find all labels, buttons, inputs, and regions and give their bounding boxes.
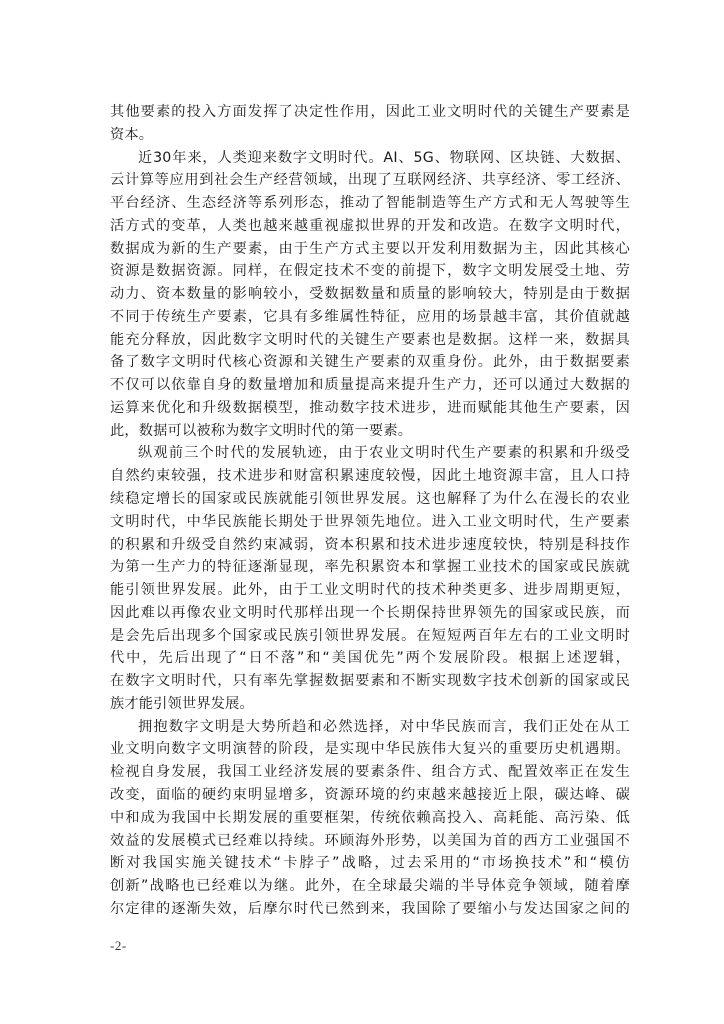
- text-line: 续稳定增长的国家或民族就能引领世界发展。这也解释了为什么在漫长的农业: [110, 491, 630, 508]
- text-line: 改变，面临的硬约束明显增多，资源环境的约束越来越接近上限，碳达峰、碳: [110, 786, 630, 803]
- text-line: 不仅可以依靠自身的数量增加和质量提高来提升生产力，还可以通过大数据的: [110, 377, 630, 394]
- text-line: 在数字文明时代，只有率先掌握数据要素和不断实现数字技术创新的国家或民: [110, 673, 630, 690]
- text-line: 拥抱数字文明是大势所趋和必然选择，对中华民族而言，我们正处在从工: [138, 718, 630, 735]
- text-line: 资本。: [110, 126, 154, 143]
- text-line: 为第一生产力的特征逐渐显现，率先积累资本和掌握工业技术的国家或民族就: [110, 559, 630, 576]
- text-line: 效益的发展模式已经难以持续。环顾海外形势，以美国为首的西方工业强国不: [110, 832, 630, 849]
- text-line: 自然约束较强，技术进步和财富积累速度较慢，因此土地资源丰富，且人口持: [110, 468, 630, 485]
- text-line: 云计算等应用到社会生产经营领域，出现了互联网经济、共享经济、零工经济、: [110, 172, 630, 189]
- text-line: 不同于传统生产要素，它具有多维属性特征，应用的场景越丰富，其价值就越: [110, 308, 630, 325]
- text-line: 平台经济、生态经济等系列形态，推动了智能制造等生产方式和无人驾驶等生: [110, 195, 630, 212]
- text-line: 能充分释放，因此数字文明时代的关键生产要素也是数据。这样一来，数据具: [110, 331, 630, 348]
- text-line: 尔定律的逐渐失效，后摩尔时代已然到来，我国除了要缩小与发达国家之间的: [110, 900, 630, 917]
- page-number: -2-: [110, 938, 127, 953]
- text-line: 近30年来，人类迎来数字文明时代。AI、5G、物联网、区块链、大数据、: [138, 149, 630, 166]
- text-line: 因此难以再像农业文明时代那样出现一个长期保持世界领先的国家或民族，而: [110, 604, 630, 621]
- text-line: 此，数据可以被称为数字文明时代的第一要素。: [110, 422, 413, 439]
- text-line: 备了数字文明时代核心资源和关键生产要素的双重身份。此外，由于数据要素: [110, 354, 630, 371]
- text-line: 创新”战略也已经难以为继。此外，在全球最尖端的半导体竞争领域，随着摩: [110, 878, 630, 895]
- text-line: 其他要素的投入方面发挥了决定性作用，因此工业文明时代的关键生产要素是: [110, 104, 630, 120]
- text-line: 数据成为新的生产要素，由于生产方式主要以开发利用数据为主，因此其核心: [110, 240, 630, 257]
- text-line: 纵观前三个时代的发展轨迹，由于农业文明时代生产要素的积累和升级受: [138, 445, 630, 462]
- text-line: 能引领世界发展。此外，由于工业文明时代的技术种类更多、进步周期更短，: [110, 582, 630, 599]
- text-line: 族才能引领世界发展。: [110, 695, 254, 712]
- text-line: 动力、资本数量的影响较小，受数据数量和质量的影响较大，特别是由于数据: [110, 286, 630, 303]
- text-line: 代中，先后出现了“日不落”和“美国优先”两个发展阶段。根据上述逻辑，: [110, 650, 630, 667]
- text-line: 运算来优化和升级数据模型，推动数字技术进步，进而赋能其他生产要素，因: [110, 399, 630, 416]
- text-line: 的积累和升级受自然约束减弱，资本积累和技术进步速度较快，特别是科技作: [110, 536, 630, 553]
- text-line: 断对我国实施关键技术“卡脖子”战略，过去采用的“市场换技术”和“模仿: [110, 855, 630, 872]
- text-line: 文明时代，中华民族能长期处于世界领先地位。进入工业文明时代，生产要素: [110, 513, 630, 530]
- body-text: [110, 101, 630, 921]
- text-line: 业文明向数字文明演替的阶段，是实现中华民族伟大复兴的重要历史机遇期。: [110, 741, 630, 758]
- text-line: 中和成为我国中长期发展的重要框架，传统依赖高投入、高耗能、高污染、低: [110, 809, 630, 826]
- text-line: 资源是数据资源。同样，在假定技术不变的前提下，数字文明发展受土地、劳: [110, 263, 630, 280]
- text-line: 检视自身发展，我国工业经济发展的要素条件、组合方式、配置效率正在发生: [110, 764, 630, 781]
- text-line: 活方式的变革，人类也越来越重视虚拟世界的开发和改造。在数字文明时代，: [110, 217, 630, 234]
- text-line: 是会先后出现多个国家或民族引领世界发展。在短短两百年左右的工业文明时: [110, 627, 630, 644]
